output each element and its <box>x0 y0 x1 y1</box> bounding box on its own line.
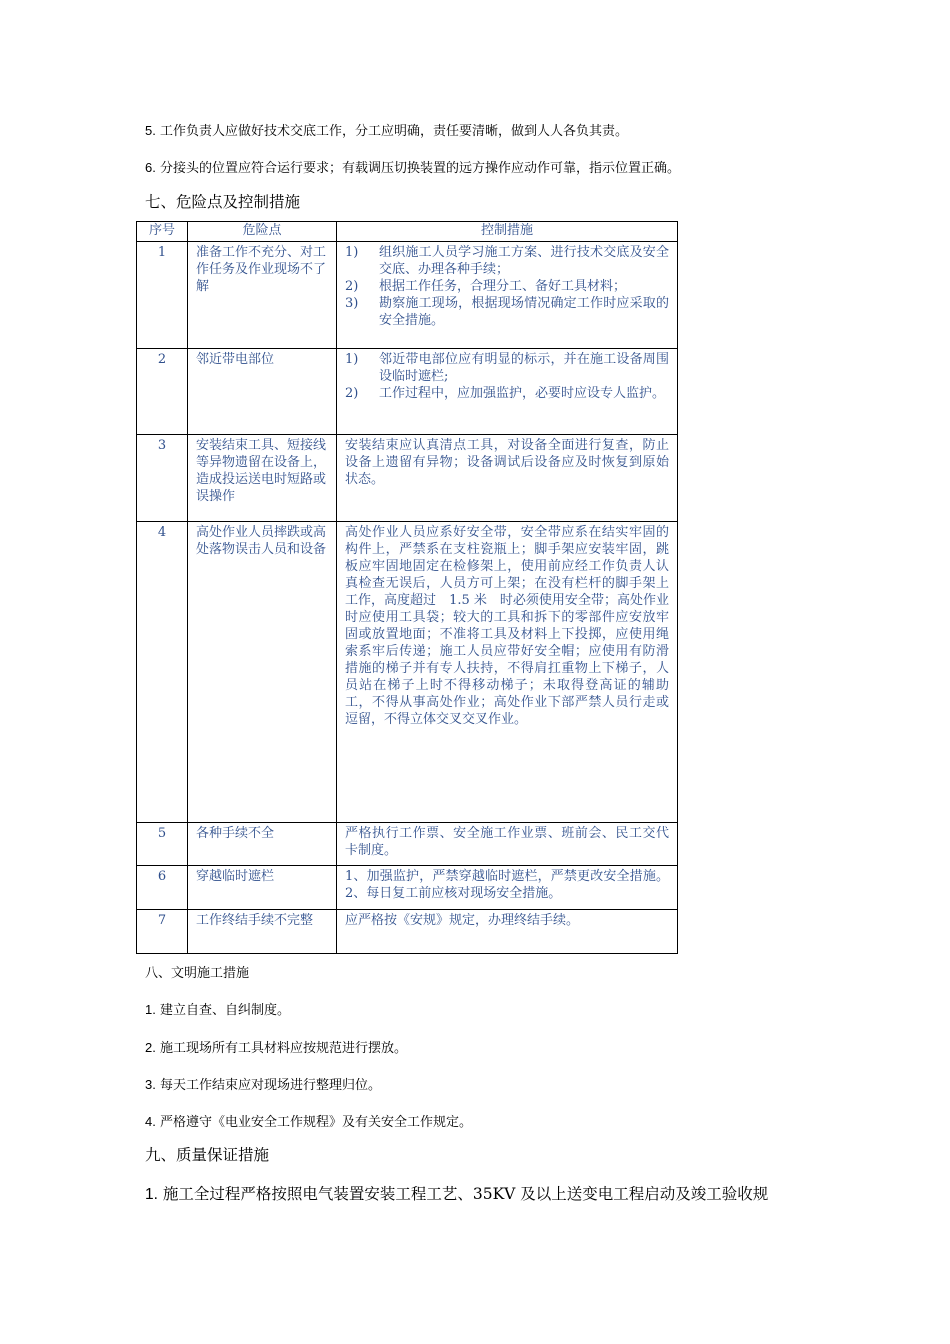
header-no: 序号 <box>137 222 188 242</box>
measure-number: 3) <box>345 296 359 311</box>
measure-cell: 高处作业人员应系好安全带，安全带应系在结实牢固的构件上，严禁系在支柱瓷瓶上；脚手架应安装牢固，跳板应牢固地固定在检修架上，使用前应经工作负责人认真检查无误后，人员方可上架；在没有栏杆的脚手架上工作，高度超过 1.5 米 时必须使用安全带；高处作业时应使用工具袋；较大的工具和拆下的零部件应安放牢固或放置地面；不准将工具及材料上下投掷，应使用绳索系牢后传递；施工人员应带好安全帽；应使用有防滑措施的梯子并有专人扶持，不得肩扛重物上下梯子，人员站在梯子上时不得移动梯子；未取得登高证的辅助工，不得从事高处作业；高处作业下部严禁人员行走或逗留，不得立体交叉交叉作业。 <box>337 522 678 823</box>
measure-cell: 应严格按《安规》规定，办理终结手续。 <box>337 910 678 954</box>
table-row <box>137 435 678 522</box>
item-number: 2. <box>145 1040 156 1055</box>
row-number: 3 <box>137 435 188 522</box>
measure-cell <box>337 349 678 435</box>
measure-text: 勘察施工现场，根据现场情况确定工作时应采取的安全措施。 <box>379 296 669 328</box>
measure-text: 组织施工人员学习施工方案、进行技术交底及安全交底、办理各种手续； <box>379 245 669 277</box>
measure-cell: 1、加强监护，严禁穿越临时遮栏，严禁更改安全措施。2、每日复工前应核对现场安全措施。 <box>337 866 678 910</box>
measure-line <box>345 278 669 295</box>
measure-number: 2) <box>345 386 359 401</box>
risk-cell: 准备工作不充分、对工作任务及作业现场不了解 <box>188 242 337 349</box>
section-9-title: 九、质量保证措施 <box>145 1146 270 1164</box>
table-header-row <box>137 222 678 242</box>
section-9-item <box>145 1182 768 1204</box>
measure-number: 2) <box>345 279 359 294</box>
measure-line <box>345 385 669 402</box>
section-7-title: 七、危险点及控制措施 <box>145 193 301 211</box>
section-8-title: 八、文明施工措施 <box>145 966 250 981</box>
table-row <box>137 823 678 866</box>
row-number: 4 <box>137 522 188 823</box>
row-number: 1 <box>137 242 188 349</box>
risk-cell: 工作终结手续不完整 <box>188 910 337 954</box>
item-text: 施工现场所有工具材料应按规范进行摆放。 <box>159 1041 407 1056</box>
item-number: 3. <box>145 1077 156 1092</box>
risk-control-table <box>136 221 678 954</box>
item-text: 施工全过程严格按照电气装置安装工程工艺、35KV 及以上送变电工程启动及竣工验收规 <box>162 1185 769 1203</box>
risk-cell: 高处作业人员摔跌或高处落物误击人员和设备 <box>188 522 337 823</box>
table-row <box>137 866 678 910</box>
item-text: 建立自查、自纠制度。 <box>159 1003 290 1018</box>
risk-cell: 安装结束工具、短接线等异物遗留在设备上，造成投运送电时短路或误操作 <box>188 435 337 522</box>
measure-number: 1) <box>345 352 359 367</box>
item-text: 严格遵守《电业安全工作规程》及有关安全工作规定。 <box>159 1115 472 1130</box>
measure-cell <box>337 242 678 349</box>
item-text: 工作负责人应做好技术交底工作，分工应明确，责任要清晰，做到人人各负其责。 <box>159 124 628 139</box>
measure-number: 1) <box>345 245 359 260</box>
table-row <box>137 522 678 823</box>
item-text: 每天工作结束应对现场进行整理归位。 <box>159 1078 381 1093</box>
item-number: 1. <box>145 1002 156 1017</box>
item-number: 1. <box>145 1186 158 1203</box>
table-row <box>137 349 678 435</box>
measure-cell: 严格执行工作票、安全施工作业票、班前会、民工交代卡制度。 <box>337 823 678 866</box>
section-8-item <box>145 1111 472 1130</box>
measure-line <box>345 244 669 278</box>
measure-cell: 安装结束应认真清点工具，对设备全面进行复查，防止设备上遗留有异物；设备调试后设备应及时恢复到原始状态。 <box>337 435 678 522</box>
row-number: 2 <box>137 349 188 435</box>
section-8-item <box>145 1074 381 1093</box>
item-number: 4. <box>145 1114 156 1129</box>
table-row <box>137 242 678 349</box>
measure-text: 根据工作任务，合理分工、备好工具材料； <box>379 279 627 294</box>
risk-cell: 各种手续不全 <box>188 823 337 866</box>
risk-cell: 邻近带电部位 <box>188 349 337 435</box>
measure-line <box>345 351 669 385</box>
row-number: 6 <box>137 866 188 910</box>
item-number: 6. <box>145 160 156 175</box>
item-number: 5. <box>145 123 156 138</box>
intro-item-6 <box>145 157 680 176</box>
measure-text: 工作过程中，应加强监护，必要时应设专人监护。 <box>379 386 666 401</box>
measure-text: 邻近带电部位应有明显的标示，并在施工设备周围设临时遮栏; <box>379 352 669 384</box>
header-risk: 危险点 <box>188 222 337 242</box>
row-number: 5 <box>137 823 188 866</box>
measure-line <box>345 295 669 329</box>
table-row <box>137 910 678 954</box>
risk-cell: 穿越临时遮栏 <box>188 866 337 910</box>
section-8-item <box>145 999 290 1018</box>
intro-item-5 <box>145 120 628 139</box>
row-number: 7 <box>137 910 188 954</box>
section-8-item <box>145 1037 407 1056</box>
item-text: 分接头的位置应符合运行要求；有载调压切换装置的远方操作应动作可靠，指示位置正确。 <box>159 161 680 176</box>
header-measures: 控制措施 <box>337 222 678 242</box>
